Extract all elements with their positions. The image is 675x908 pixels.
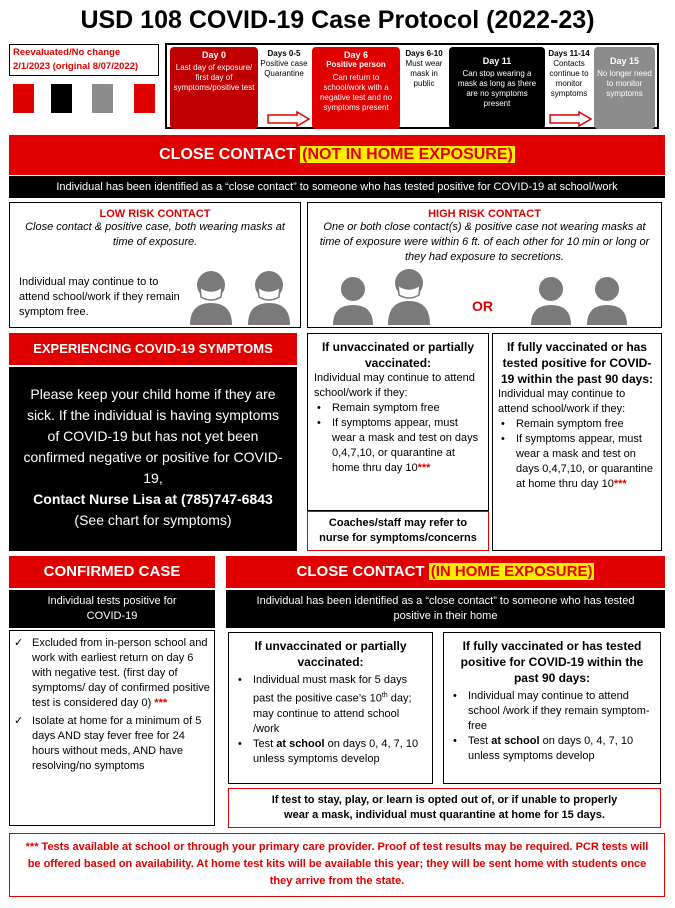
list-item	[498, 432, 656, 492]
confirmed-case-desc: Individual tests positive for COVID-19	[9, 590, 215, 628]
low-risk-panel	[9, 202, 301, 328]
day6-head: Day 6	[343, 50, 369, 60]
high-risk-desc: One or both close contact(s) & positive case not wearing masks at time of exposure were within 6 ft. of each other for 10 min or long or they had exposure to secretions.	[319, 221, 650, 263]
footer-stars: ***	[25, 841, 39, 853]
timeline-day0	[170, 47, 258, 129]
close-contact-banner	[9, 135, 665, 175]
symptoms-chart-note: (See chart for symptoms)	[74, 512, 232, 528]
unvaccinated-panel	[307, 333, 489, 511]
home-unvacc-b1-pre: Individual must mask for 5 days past the positive case’s 10	[253, 674, 408, 705]
home-unvacc-b1-sup: th	[381, 692, 388, 699]
low-risk-heading: LOW RISK CONTACT	[99, 208, 211, 220]
footer-text: Tests available at school or through your primary care provider. Proof of test results may be required. PCR tests will be offered based on availability. At home test kits will be available this year; they will be sent home with students once they arrive from the state.	[27, 841, 649, 887]
home-contact-highlight: (IN HOME EXPOSURE)	[430, 563, 593, 580]
list-item	[450, 734, 654, 764]
home-vaccinated-heading: If fully vaccinated or has tested positive for COVID-19 within the past 90 days:	[460, 639, 644, 685]
day11-body: Can stop wearing a mask as long as there are no symptoms present	[457, 69, 537, 108]
confirmed-item-1: Excluded from in-person school and work with earliest return on day 6 with negative test. (first day of symptoms/ day of confirmed positive test is considered day 0)	[32, 637, 210, 709]
stars-note: ***	[154, 697, 168, 709]
revision-note-line2: 2/1/2023 (original 8/07/2022)	[13, 61, 139, 72]
high-risk-heading: HIGH RISK CONTACT	[428, 208, 541, 220]
list-item	[235, 737, 426, 767]
home-vaccinated-list	[450, 689, 654, 764]
day6-body: Can return to school/work with a negative test and no symptoms present	[319, 73, 393, 112]
home-unvaccinated-panel	[228, 632, 433, 784]
vaccinated-panel	[492, 333, 662, 551]
days11-14-body: Contacts continue to monitor symptoms	[549, 59, 589, 98]
timeline-days0-5	[260, 49, 308, 79]
confirmed-case-heading: CONFIRMED CASE	[9, 556, 215, 588]
person-icon-2	[530, 275, 572, 325]
home-unvacc-b2-pre: Test	[253, 737, 277, 750]
timeline-days6-10	[402, 49, 446, 89]
masked-person-icon	[188, 267, 234, 325]
masked-person-icon-2	[246, 267, 292, 325]
days0-5-body: Positive case Quarantine	[260, 59, 308, 78]
person-icon	[332, 275, 374, 325]
timeline-day6	[312, 47, 400, 129]
day15-body: No longer need to monitor symptoms	[597, 69, 652, 98]
timeline-day11	[449, 47, 545, 129]
or-label: OR	[472, 298, 493, 314]
days0-5-head: Days 0-5	[267, 49, 301, 58]
day15-head: Day 15	[609, 56, 640, 66]
home-unvaccinated-heading: If unvaccinated or partially vaccinated:	[254, 639, 407, 669]
home-unvacc-b1-post: day; may continue to attend school /work	[253, 692, 412, 735]
confirmed-case-panel	[9, 630, 215, 826]
symptoms-heading: EXPERIENCING COVID-19 SYMPTOMS	[9, 333, 297, 365]
low-risk-desc: Close contact & positive case, both wearing masks at time of exposure.	[25, 221, 285, 248]
list-item	[498, 417, 656, 432]
home-unvacc-b2-post: on days 0, 4, 7, 10 unless symptoms develop	[253, 737, 419, 765]
home-contact-desc: Individual has been identified as a “close contact” to someone who has tested positive in their home	[226, 590, 665, 628]
home-vacc-b1: Individual may continue to attend school /work if they remain symptom-free	[468, 690, 650, 732]
person-masked-icon	[386, 265, 432, 325]
days6-10-body: Must wear mask in public	[405, 59, 443, 88]
day11-head: Day 11	[482, 56, 512, 66]
stars-note: ***	[613, 478, 627, 490]
home-vacc-b2-post: on days 0, 4, 7, 10 unless symptoms develop	[468, 735, 634, 762]
low-risk-body: Individual may continue to to attend school/work if they remain symptom free.	[19, 276, 180, 318]
day0-head: Day 0	[201, 50, 227, 60]
stars-note: ***	[417, 462, 431, 474]
unvaccinated-bullet-1: Remain symptom free	[332, 402, 440, 414]
coaches-note	[307, 511, 489, 551]
close-contact-desc: Individual has been identified as a “close contact” to someone who has tested positive for COVID-19 at school/work	[9, 176, 665, 198]
arrow-icon-2	[549, 111, 593, 127]
list-item	[235, 673, 426, 737]
day6-sub: Positive person	[326, 60, 386, 69]
day0-body: Last day of exposure/ first day of symptoms/positive test	[173, 63, 255, 92]
home-unvaccinated-list	[235, 673, 426, 767]
coaches-text: Coaches/staff may refer to nurse for symptoms/concerns	[319, 517, 477, 544]
home-vaccinated-panel	[443, 632, 661, 784]
days6-10-head: Days 6-10	[405, 49, 443, 58]
confirmed-list	[14, 636, 210, 774]
gray-bar	[92, 84, 113, 113]
home-unvacc-b2-bold: at school	[276, 737, 325, 750]
vaccinated-bullet-2: If symptoms appear, must wear a mask and test on days 0,4,7,10, or quarantine at home thru day 10	[516, 433, 653, 490]
arrow-icon	[267, 111, 311, 127]
timeline	[165, 43, 659, 129]
vaccinated-heading: If fully vaccinated or has tested positive for COVID-19 within the past 90 days:	[500, 340, 654, 386]
symptoms-panel	[9, 367, 297, 551]
opt-out-note	[228, 788, 661, 828]
list-item	[314, 416, 482, 476]
revision-note-line1: Reevaluated/No change	[13, 47, 121, 58]
nurse-contact: Contact Nurse Lisa at (785)747-6843	[33, 491, 273, 507]
black-bar	[51, 84, 72, 113]
home-contact-banner	[226, 556, 665, 588]
vaccinated-bullet-1: Remain symptom free	[516, 418, 624, 430]
home-contact-title: CLOSE CONTACT	[296, 563, 425, 580]
list-item	[14, 714, 210, 774]
list-item	[314, 401, 482, 416]
unvaccinated-intro: Individual may continue to attend school/work if they:	[314, 372, 475, 399]
timeline-day15	[594, 47, 655, 129]
unvaccinated-list	[314, 401, 482, 476]
vaccinated-list	[498, 417, 656, 492]
unvaccinated-heading: If unvaccinated or partially vaccinated:	[321, 340, 475, 370]
days11-14-head: Days 11-14	[548, 49, 590, 58]
close-contact-highlight: (NOT IN HOME EXPOSURE)	[302, 146, 513, 163]
home-vacc-b2-pre: Test	[468, 735, 492, 747]
list-item	[14, 636, 210, 711]
close-contact-title: CLOSE CONTACT	[159, 146, 296, 163]
confirmed-item-2: Isolate at home for a minimum of 5 days AND stay fever free for 24 hours without meds, AND have resolving/no symptoms	[32, 715, 202, 772]
unvaccinated-bullet-2: If symptoms appear, must wear a mask and test on days 0,4,7,10, or quarantine at home thru day 10	[332, 417, 479, 474]
revision-note	[9, 44, 159, 76]
person-icon-3	[586, 275, 628, 325]
timeline-days11-14	[546, 49, 592, 99]
red-bar	[13, 84, 34, 113]
home-vacc-b2-bold: at school	[491, 735, 540, 747]
high-risk-panel	[307, 202, 662, 328]
page-title: USD 108 COVID-19 Case Protocol (2022-23)	[80, 6, 595, 34]
opt-out-text: If test to stay, play, or learn is opted out of, or if unable to properly wear a mask, individual must quarantine at home for 15 days.	[271, 794, 618, 821]
red-bar-2	[134, 84, 155, 113]
footer-note	[9, 833, 665, 897]
vaccinated-intro: Individual may continue to attend school/work if they:	[498, 388, 626, 415]
list-item	[450, 689, 654, 734]
symptoms-body: Please keep your child home if they are sick. If the individual is having symptoms of COVID-19 but has not yet been confirmed negative or positive for COVID-19,	[23, 386, 283, 486]
